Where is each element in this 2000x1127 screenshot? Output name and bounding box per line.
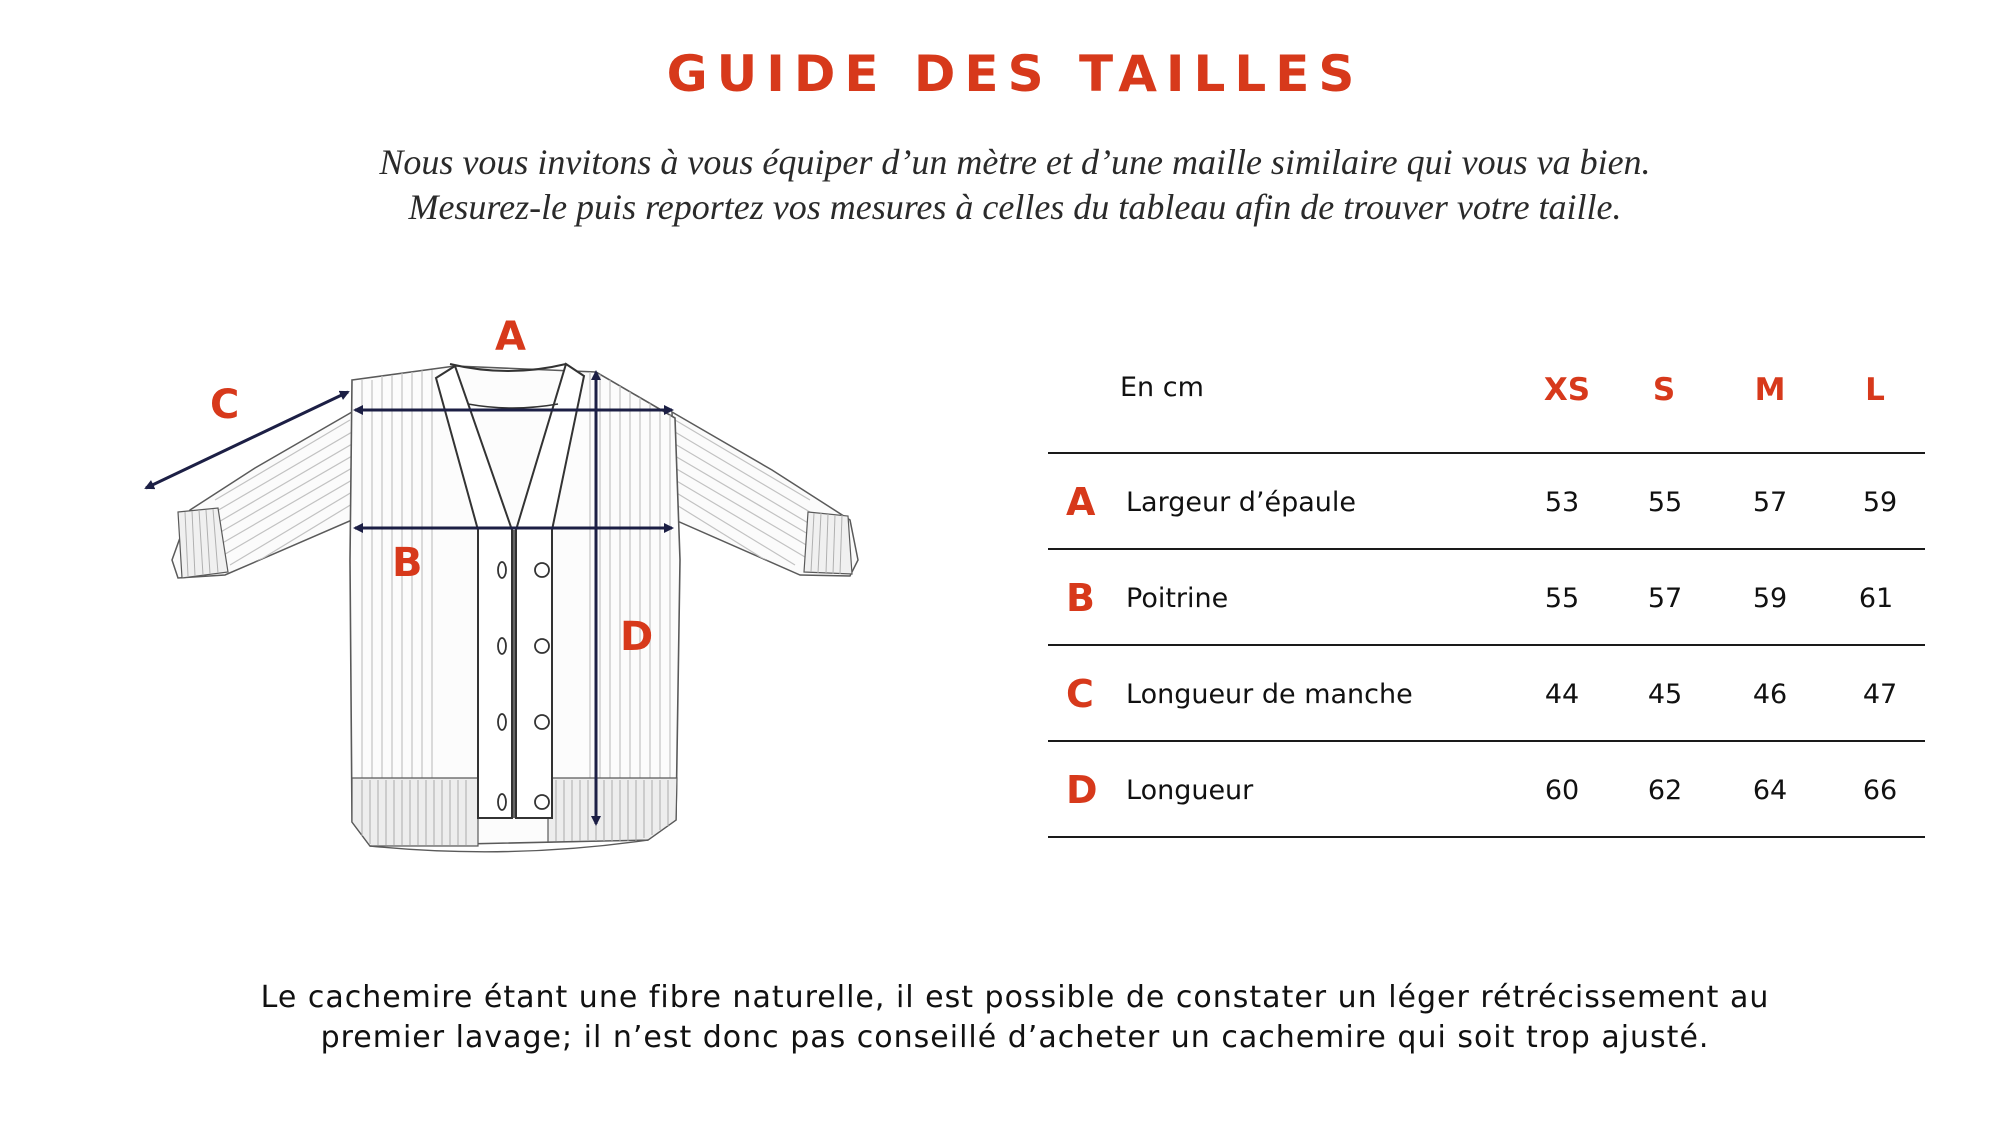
table-row xyxy=(1048,454,1925,550)
cell-value: 66 xyxy=(1862,775,1898,806)
size-header-m: M xyxy=(1754,372,1786,408)
size-table xyxy=(1048,350,1925,850)
cardigan-diagram xyxy=(120,300,880,870)
cell-value: 60 xyxy=(1544,775,1580,806)
page-title: GUIDE DES TAILLES xyxy=(666,45,1364,103)
cell-value: 46 xyxy=(1752,679,1788,710)
unit-label: En cm xyxy=(1120,372,1204,403)
cell-value: 47 xyxy=(1862,679,1898,710)
left-sleeve xyxy=(172,412,352,578)
care-note-line: premier lavage; il n’est donc pas conseillé d’acheter un cachemire qui soit trop ajusté. xyxy=(320,1020,1710,1055)
table-row xyxy=(1048,550,1925,646)
row-label: Poitrine xyxy=(1126,583,1229,614)
cell-value: 61 xyxy=(1858,583,1894,614)
cell-value: 44 xyxy=(1544,679,1580,710)
cell-value: 57 xyxy=(1647,583,1683,614)
intro-line: Nous vous invitons à vous équiper d’un mètre et d’une maille similaire qui vous va bien. xyxy=(379,142,1651,182)
table-row xyxy=(1048,742,1925,838)
right-sleeve xyxy=(672,412,858,576)
table-row xyxy=(1048,646,1925,742)
care-note-line: Le cachemire étant une fibre naturelle, il est possible de constater un léger rétrécissement au xyxy=(260,980,1770,1015)
row-label: Largeur d’épaule xyxy=(1126,487,1357,518)
intro-text xyxy=(0,140,2000,230)
row-letter: C xyxy=(1066,672,1094,716)
cell-value: 55 xyxy=(1544,583,1580,614)
cell-value: 59 xyxy=(1752,583,1788,614)
cell-value: 55 xyxy=(1647,487,1683,518)
size-header-s: S xyxy=(1652,372,1676,408)
cell-value: 59 xyxy=(1862,487,1898,518)
cell-value: 62 xyxy=(1647,775,1683,806)
cell-value: 64 xyxy=(1752,775,1788,806)
cell-value: 57 xyxy=(1752,487,1788,518)
size-header-l: L xyxy=(1865,372,1885,408)
row-letter: D xyxy=(1066,768,1098,812)
row-label: Longueur de manche xyxy=(1126,679,1413,710)
row-label: Longueur xyxy=(1126,775,1254,806)
label-d: D xyxy=(620,614,654,660)
label-c: C xyxy=(210,382,240,428)
row-letter: A xyxy=(1066,480,1096,524)
size-header-xs: XS xyxy=(1543,372,1591,408)
row-letter: B xyxy=(1066,576,1095,620)
table-rule xyxy=(1048,836,1925,838)
label-a: A xyxy=(495,314,526,360)
cell-value: 45 xyxy=(1647,679,1683,710)
care-note xyxy=(0,978,2000,1058)
label-b: B xyxy=(392,540,423,586)
intro-line: Mesurez-le puis reportez vos mesures à celles du tableau afin de trouver votre taille. xyxy=(408,187,1622,227)
cell-value: 53 xyxy=(1544,487,1580,518)
